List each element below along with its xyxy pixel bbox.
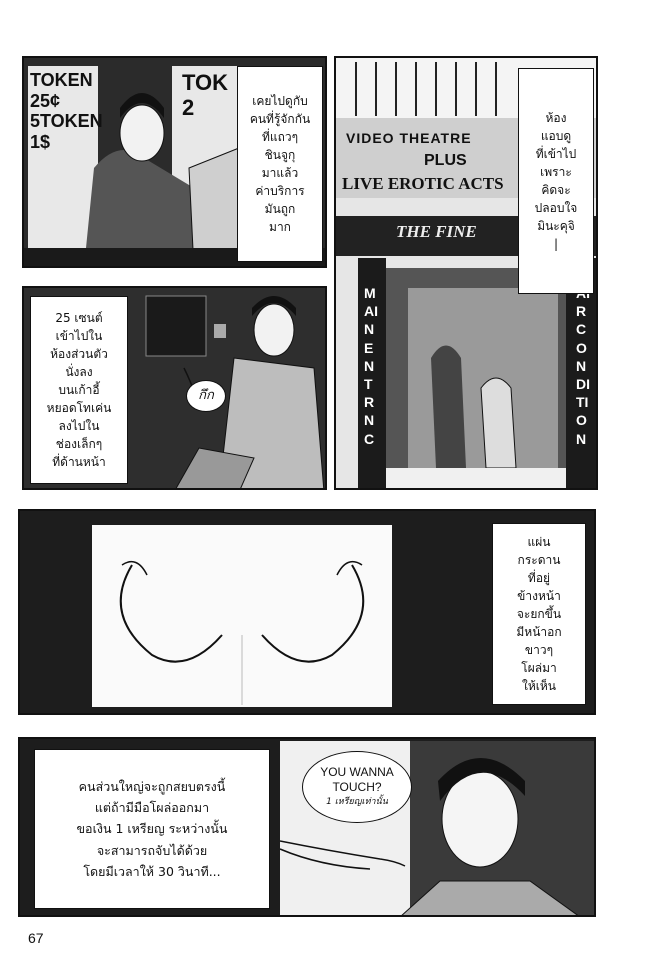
panel-3	[22, 286, 327, 490]
panel-1	[22, 56, 327, 268]
sign-air-condition: R CONDITION	[576, 303, 590, 447]
panel-4	[18, 509, 596, 715]
marquee-the-fine: THE FINE	[396, 222, 477, 241]
marquee-plus: PLUS	[424, 152, 467, 169]
token-sign-right: TOK 2	[182, 70, 229, 121]
sign-main-entrance: MAIN ENTRNC	[364, 285, 378, 447]
panel-3-caption: 25 เซนต์ เข้าไปใน ห้องส่วนตัว นั่งลง บนเก้าอี้ หยอดโทเค่น ลงไปใน ช่องเล็กๆ ที่ด้านหน้า	[30, 296, 128, 484]
marquee-video-theatre: VIDEO THEATRE	[346, 130, 472, 146]
page-number: 67	[28, 930, 44, 946]
panel-4-caption: แผ่น กระดาน ที่อยู่ ข้างหน้า จะยกขึ้น มีหน้าอก ขาวๆ โผล่มา ให้เห็น	[492, 523, 586, 705]
panel-2-caption: ห้อง แอบดู ที่เข้าไป เพราะ คิดจะ ปลอบใจ มินะคุจิ |	[518, 68, 594, 294]
speech-you-wanna-touch	[302, 751, 412, 823]
token-sign-left: TOKEN 25¢ 5TOKEN 1$	[30, 70, 103, 153]
marquee-live-erotic-acts: LIVE EROTIC ACTS	[342, 174, 504, 193]
panel-2	[334, 56, 598, 490]
panel-5-caption: คนส่วนใหญ่จะถูกสยบตรงนี้ แต่ถ้ามีมือโผล่ออกมา ขอเงิน 1 เหรียญ ระหว่างนั้น จะสามารถจับได้ด้วย โดยมีเวลาให้ 30 วินาที...	[34, 749, 270, 909]
speech-english: YOU WANNA TOUCH?	[320, 764, 394, 795]
panel-5	[18, 737, 596, 917]
panel-4-art	[92, 525, 392, 707]
panel-1-caption: เคยไปดูกับ คนที่รู้จักกัน ที่แถวๆ ชินจูกุ มาแล้ว ค่าบริการ มันถูก มาก	[237, 66, 323, 262]
sfx-click: กึก	[186, 380, 226, 412]
speech-thai: 1 เหรียญเท่านั้น	[326, 796, 388, 807]
